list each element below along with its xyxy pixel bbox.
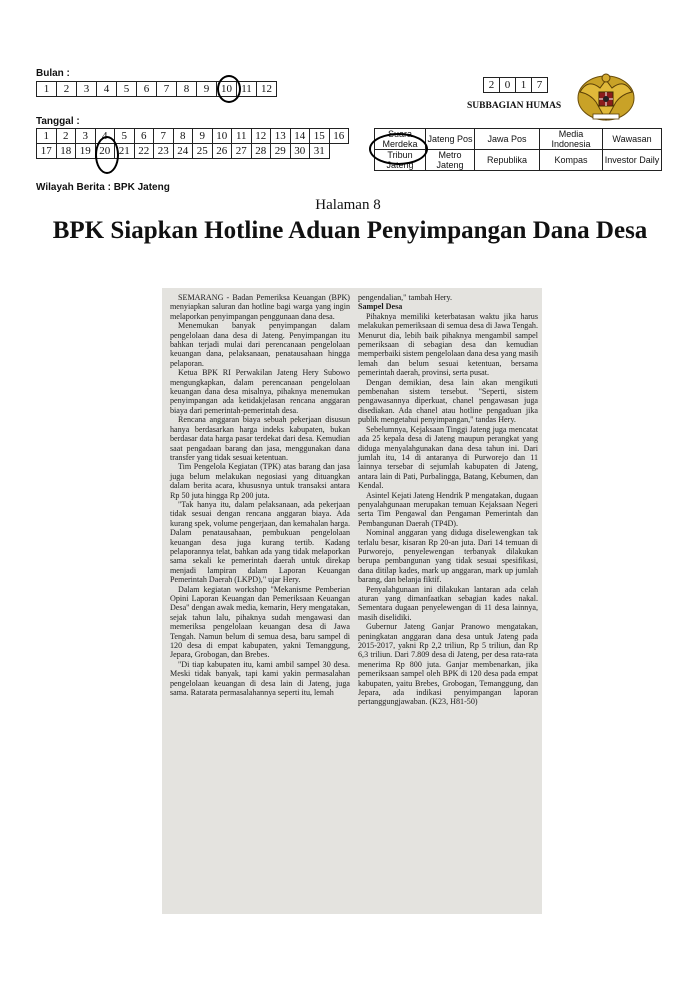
article-column-1 [170, 293, 350, 697]
grid-cell: 25 [193, 144, 213, 159]
grid-cell: 15 [310, 129, 330, 144]
date-circle-mark [95, 136, 119, 174]
grid-cell: 16 [329, 129, 349, 144]
grid-cell: 3 [77, 82, 97, 97]
media-outlet-cell: Metro Jateng [426, 150, 475, 171]
grid-cell: 2 [56, 129, 76, 144]
news-clipping [162, 288, 542, 914]
article-paragraph: pengendalian," tambah Hery. [358, 293, 453, 302]
grid-cell: 1 [516, 78, 532, 93]
article-paragraph: Dalam kegiatan workshop "Mekanisme Pemberian Opini Laporan Keuangan dan Pemeriksaan Keuangan Desa" dengan awak media, kemarin, Hery mengatakan, sejak tahun lalu, pihaknya sudah mengawasi dan memeriksa pengelolaan keuangan desa di Jawa Tengah. Namun belum di semua desa, baru sampel di 120 desa di empat kabupaten, yakni Temanggung, Jepara, Grobogan, dan Brebes. [170, 584, 350, 660]
grid-cell: 4 [95, 129, 115, 144]
grid-cell: 12 [257, 82, 277, 97]
grid-cell: 12 [251, 129, 271, 144]
grid-cell: 5 [117, 82, 137, 97]
grid-cell: 13 [271, 129, 291, 144]
grid-cell: 21 [115, 144, 135, 159]
media-outlet-cell: Investor Daily [603, 150, 662, 171]
media-outlet-cell: Jawa Pos [475, 129, 540, 150]
grid-cell: 9 [197, 82, 217, 97]
article-paragraph: Sebelumnya, Kejaksaan Tinggi Jateng juga mencatat ada 25 kepala desa di Jateng maupun perangkat yang diduga menyalahgunakan dana desa tahun ini. Dari jumlah itu, 14 di antaranya di Purworejo dan 11 lainnya tersebar di sejumlah kabupaten di Jateng, antara lain di Pati, Purbalingga, Batang, Kebumen, dan Kendal. [358, 424, 538, 491]
grid-cell: 18 [56, 144, 76, 159]
grid-cell: 26 [212, 144, 232, 159]
grid-cell: 23 [154, 144, 174, 159]
article-paragraph: Rencana anggaran biaya sebuah pekerjaan disusun hanya berdasarkan harga indeks kabupaten, bukan berdasar data harga pasar terdekat dari desa. Kemudian saat pengadaan barang dan jasa, menggunakan dana transfer yang tidak sesuai ketentuan. [170, 415, 350, 462]
grid-cell: 30 [290, 144, 310, 159]
grid-cell: 14 [290, 129, 310, 144]
article-paragraph: Menemukan banyak penyimpangan dalam pengelolaan dana desa di Jateng. Penyimpangan itu bahkan terjadi mulai dari perencanaan pengelolaan keuangan dana, pelaksanaan, penatausahaan hingga pelaporan. [170, 321, 350, 368]
grid-cell: 6 [134, 129, 154, 144]
grid-cell: 1 [37, 129, 57, 144]
article-paragraph: SEMARANG - Badan Pemeriksa Keuangan (BPK) menyiapkan saluran dan hotline bagi warga yang ingin melaporkan penyimpangan penggunaan dana desa. [170, 293, 350, 321]
article-paragraph: Penyalahgunaan ini dilakukan lantaran ada celah aturan yang dimanfaatkan sebagian kades nakal. Sementara dugaan penyelewengan di 11 desa lainnya, masih diselidiki. [358, 584, 538, 622]
media-outlet-cell: Wawasan [603, 129, 662, 150]
wilayah-berita: Wilayah Berita : BPK Jateng [36, 182, 170, 193]
grid-cell: 11 [232, 129, 252, 144]
page-number: Halaman 8 [315, 197, 381, 213]
article-paragraph: Ketua BPK RI Perwakilan Jateng Hery Subowo mengungkapkan, dalam perencanaan pengelolaan keuangan dana desa misalnya, pihaknya menemukan penyimpangan ada ketidakjelasan rencana anggaran biaya dari pemerintah-pemerintah desa. [170, 368, 350, 415]
grid-cell: 22 [134, 144, 154, 159]
grid-cell: 28 [251, 144, 271, 159]
bulan-label: Bulan : [36, 68, 70, 79]
month-circle-mark [217, 75, 241, 103]
grid-cell: 10 [217, 82, 237, 97]
grid-cell: 1 [37, 82, 57, 97]
grid-cell: 8 [173, 129, 193, 144]
article-paragraph: Tim Pengelola Kegiatan (TPK) atas barang dan jasa juga belum melakukan negosiasi yang dituangkan dalam berita acara, khususnya untuk transaksi antara Rp 50 juta hingga Rp 200 juta. [170, 462, 350, 500]
media-outlet-cell: Republika [475, 150, 540, 171]
media-outlet-cell: Kompas [540, 150, 603, 171]
grid-cell: 27 [232, 144, 252, 159]
article-paragraph: Dengan demikian, desa lain akan mengikuti pembenahan sistem tersebut. "Seperti, sistem pengawasannya diperkuat, chanel pengawasan juga disediakan. Ada chanel atau hotline pengaduan jika publik mengetahui penyimpangan," tandas Hery. [358, 377, 538, 425]
grid-cell: 7 [532, 78, 548, 93]
media-outlet-cell: Jateng Pos [426, 129, 475, 150]
grid-cell: 3 [76, 129, 96, 144]
article-paragraph: Asintel Kejati Jateng Hendrik P mengatakan, dugaan penyalahgunaan merupakan temuan Kejaksaan Negeri serta Tim Pengawal dan Pengaman Pemerintah dan Pembangunan Daerah (TP4D). [358, 490, 538, 528]
grid-cell: 24 [173, 144, 193, 159]
grid-cell: 10 [212, 129, 232, 144]
headline: BPK Siapkan Hotline Aduan Penyimpangan Dana Desa [52, 217, 648, 244]
grid-cell: 8 [177, 82, 197, 97]
grid-cell: 2 [484, 78, 500, 93]
grid-cell: 20 [95, 144, 115, 159]
article-paragraph: Pihaknya memiliki keterbatasan waktu jika harus melakukan pemeriksaan di semua desa di Jawa Tengah. Menurut dia, lebih baik pihaknya mengambil sampel pemeriksaan di sebagian desa dan kemudian memperbaiki sistem pengelolaan dana desa yang masih lemah dan belum sesuai ketentuan, bersama pemerintah daerah, provinsi, serta pusat. [358, 311, 538, 378]
grid-cell: 7 [157, 82, 177, 97]
tanggal-label: Tanggal : [36, 116, 80, 127]
subbagian-humas: SUBBAGIAN HUMAS [467, 101, 562, 111]
grid-cell: 5 [115, 129, 135, 144]
grid-cell: 2 [57, 82, 77, 97]
media-outlet-cell: Suara Merdeka [375, 129, 426, 150]
article-paragraph: "Di tiap kabupaten itu, kami ambil sampel 30 desa. Meski tidak banyak, tapi kami yakin permasalahan pengelolaan keuangan di desa lain di Jateng, juga sama. Ratarata permasalahannya seperti itu, lemah [170, 659, 350, 698]
grid-cell: 6 [137, 82, 157, 97]
grid-cell: 0 [500, 78, 516, 93]
media-outlet-cell: Tribun Jateng [375, 150, 426, 171]
article-paragraph: "Tak hanya itu, dalam pelaksanaan, ada pekerjaan tidak sesuai dengan rencana anggaran biaya. Ada kurang spek, volume pengerjaan, dan kemahalan harga. Dalam penatausahaan, pembukuan pengelolaan keuangan desa juga kurang tertib. Kadang pelaporannya telat, bahkan ada yang tidak melaporkan sama sekali ke pemerintah daerah untuk direkap menjadi lampiran dalam Laporan Keuangan Pemerintah Daerah (LKPD)," ujar Hery. [170, 499, 350, 585]
year-box [483, 77, 548, 93]
article-column-2 [358, 293, 538, 707]
grid-cell: 29 [271, 144, 291, 159]
article-paragraph: Gubernur Jateng Ganjar Pranowo mengatakan, peningkatan anggaran dana desa untuk Jateng pada 2015-2017, yakni Rp 2,2 triliun, Rp 5 triliun, dan Rp 6,3 triliun. Dari 7.809 desa di Jateng, per desa rata-rata menerima Rp 800 juta. Ganjar membenarkan, jika pemeriksaan sampel oleh BPK di 120 desa pada empat kabupaten, yaitu Brebes, Grobogan, Temanggung, dan Jepara, ada indikasi penyimpangan laporan pertanggungjawaban. (K23, H81-50) [358, 622, 538, 707]
grid-cell: 31 [310, 144, 330, 159]
grid-cell: 19 [76, 144, 96, 159]
article-paragraph: Nominal anggaran yang diduga diselewengkan tak terlalu besar, kisaran Rp 20-an juta. Dari 14 temuan di Purworejo, penyelewengan terbanyak dilakukan berupa pembangunan yang tidak sesuai spesifikasi, dana ditilap kades, mark up anggaran, mark up jumlah barang, dan belanja fiktif. [358, 528, 538, 585]
grid-cell: 9 [193, 129, 213, 144]
subheading-sampel-desa: Sampel Desa [358, 302, 403, 312]
grid-cell: 7 [154, 129, 174, 144]
media-circle-mark [369, 133, 428, 165]
grid-cell: 11 [237, 82, 257, 97]
grid-cell: 4 [97, 82, 117, 97]
media-outlet-cell: Media Indonesia [540, 129, 603, 150]
garuda-emblem-icon [576, 68, 636, 124]
grid-cell: 17 [37, 144, 57, 159]
date-grid [36, 128, 349, 159]
